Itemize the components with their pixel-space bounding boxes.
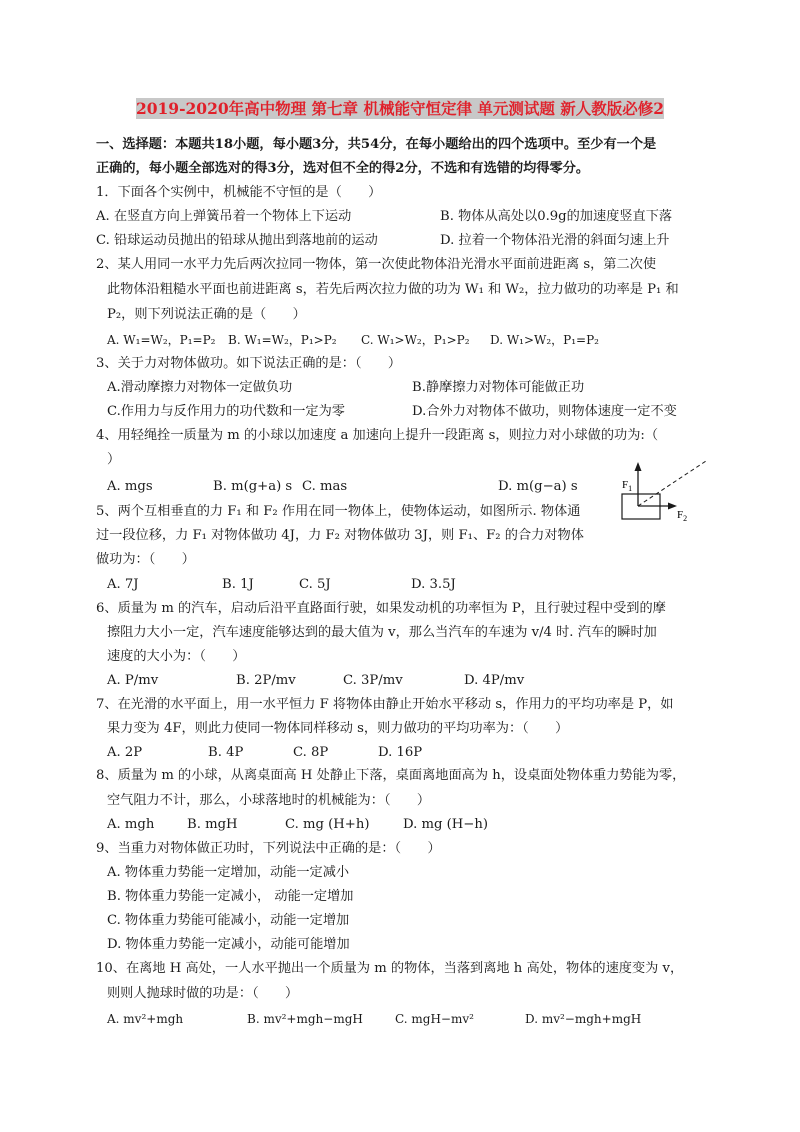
q1-option-d: D. 拉着一个物体沿光滑的斜面匀速上升 (440, 233, 670, 248)
q7-option-a: A. 2P (107, 745, 143, 760)
q3-option-b: B.静摩擦力对物体可能做正功 (412, 380, 585, 395)
q2-stem-line3: P₂，则下列说法正确的是（ ） (107, 307, 306, 322)
q4-option-a: A. mgs (107, 479, 153, 494)
q1-option-b: B. 物体从高处以0.9g的加速度竖直下落 (440, 209, 673, 224)
q5-option-d: D. 3.5J (411, 577, 456, 592)
q8-option-a: A. mgh (107, 817, 155, 832)
q2-option-b: B. W₁=W₂，P₁>P₂ (228, 333, 337, 347)
q1-stem: 1．下面各个实例中，机械能不守恒的是（ ） (96, 185, 382, 200)
q4-stem-line1: 4、用轻绳拴一质量为 m 的小球以加速度 a 加速向上提升一段距离 s，则拉力对小球做的功为:（ (96, 428, 659, 443)
q8-option-d: D. mg (H−h) (403, 817, 488, 832)
q5-stem-line3: 做功为：（ ） (96, 552, 195, 567)
q8-stem-line1: 8、质量为 m 的小球，从离桌面高 H 处静止下落，桌面离地面高为 h，设桌面处物体重力势能为零， (96, 768, 686, 783)
q9-option-a: A. 物体重力势能一定增加，动能一定减小 (107, 865, 350, 880)
q5-stem-line2: 过一段位移，力 F₁ 对物体做功 4J，力 F₂ 对物体做功 3J，则 F₁、F₂ 的合力对物体 (96, 528, 584, 543)
q9-option-d: D. 物体重力势能一定减小，动能可能增加 (107, 937, 350, 952)
q3-option-a: A.滑动摩擦力对物体一定做负功 (107, 380, 293, 395)
q8-option-c: C. mg (H+h) (285, 817, 370, 832)
f2-arrowhead-icon (668, 503, 677, 510)
q10-option-d: D. mv²−mgh+mgH (525, 1012, 642, 1026)
q6-stem-line2: 擦阻力大小一定，汽车速度能够达到的最大值为 v，那么当汽车的车速为 v/4 时. 汽车的瞬时加 (107, 625, 657, 640)
q4-option-c: C. mas (302, 479, 348, 494)
f2-label: $F_2$ (677, 509, 688, 523)
q7-option-c: C. 8P (293, 745, 329, 760)
q9-option-b: B. 物体重力势能一定减小， 动能一定增加 (107, 889, 354, 904)
q10-stem-line1: 10、在离地 H 高处，一人水平抛出一个质量为 m 的物体，当落到离地 h 高处，物体的速度变为 v， (96, 961, 684, 976)
q6-option-a: A. P/mv (107, 673, 159, 688)
q7-option-d: D. 16P (378, 745, 423, 760)
q5-stem-line1: 5、两个互相垂直的力 F₁ 和 F₂ 作用在同一物体上，使物体运动，如图所示. 物体通 (96, 504, 581, 519)
q6-stem-line1: 6、质量为 m 的汽车，启动后沿平直路面行驶，如果发动机的功率恒为 P，且行驶过程中受到的摩 (96, 601, 666, 616)
q2-option-a: A. W₁=W₂，P₁=P₂ (107, 333, 216, 347)
q3-option-c: C.作用力与反作用力的功代数和一定为零 (107, 404, 345, 419)
q6-stem-line3: 速度的大小为：（ ） (107, 649, 246, 664)
q8-option-b: B. mgH (187, 817, 238, 832)
section-heading-line2: 正确的，每小题全部选对的得3分，选对但不全的得2分，不选和有选错的均得零分。 (96, 161, 590, 176)
q3-stem: 3、关于力对物体做功。如下说法正确的是：（ ） (96, 356, 402, 371)
q6-option-c: C. 3P/mv (343, 673, 403, 688)
q10-option-b: B. mv²+mgh−mgH (247, 1012, 363, 1026)
q4-stem-line2: ） (107, 452, 121, 467)
q6-option-d: D. 4P/mv (464, 673, 525, 688)
q10-stem-line2: 则则人抛球时做的功是：（ ） (107, 986, 299, 1001)
q2-option-d: D. W₁>W₂，P₁=P₂ (490, 333, 599, 347)
q9-option-c: C. 物体重力势能可能减小，动能一定增加 (107, 913, 350, 928)
document-title: 2019-2020年高中物理 第七章 机械能守恒定律 单元测试题 新人教版必修2 (135, 99, 665, 118)
q8-stem-line2: 空气阻力不计，那么，小球落地时的机械能为：（ ） (107, 793, 431, 808)
f1-arrowhead-icon (635, 462, 642, 471)
f1-label: $F_1$ (622, 479, 633, 493)
q2-stem-line2: 此物体沿粗糙水平面也前进距离 s，若先后两次拉力做的功为 W₁ 和 W₂，拉力做功的功率是 P₁ 和 (107, 282, 679, 297)
q3-option-d: D.合外力对物体不做功，则物体速度一定不变 (412, 404, 677, 419)
q5-option-c: C. 5J (299, 577, 331, 592)
q5-option-b: B. 1J (222, 577, 254, 592)
q7-option-b: B. 4P (208, 745, 244, 760)
section-heading-line1: 一、选择题：本题共18小题，每小题3分，共54分，在每小题给出的四个选项中。至少有一个是 (96, 137, 657, 152)
resultant-dashed-line (638, 461, 706, 506)
q4-option-d: D. m(g−a) s (498, 479, 578, 494)
q4-option-b: B. m(g+a) s (213, 479, 293, 494)
q2-option-c: C. W₁>W₂，P₁>P₂ (361, 333, 470, 347)
q10-option-c: C. mgH−mv² (395, 1012, 474, 1026)
force-diagram (618, 458, 708, 524)
q1-option-c: C. 铅球运动员抛出的铅球从抛出到落地前的运动 (96, 233, 378, 248)
q7-stem-line2: 果力变为 4F，则此力使同一物体同样移动 s，则力做功的平均功率为：（ ） (107, 721, 569, 736)
q1-option-a: A. 在竖直方向上弹簧吊着一个物体上下运动 (96, 209, 352, 224)
q10-option-a: A. mv²+mgh (107, 1012, 184, 1026)
q5-option-a: A. 7J (107, 577, 139, 592)
q6-option-b: B. 2P/mv (236, 673, 296, 688)
q7-stem-line1: 7、在光滑的水平面上，用一水平恒力 F 将物体由静止开始水平移动 s，作用力的平均功率是 P，如 (96, 697, 674, 712)
q2-stem-line1: 2、某人用同一水平力先后两次拉同一物体，第一次使此物体沿光滑水平面前进距离 s，第二次使 (96, 257, 657, 272)
q9-stem: 9、当重力对物体做正功时，下列说法中正确的是：（ ） (96, 841, 441, 856)
